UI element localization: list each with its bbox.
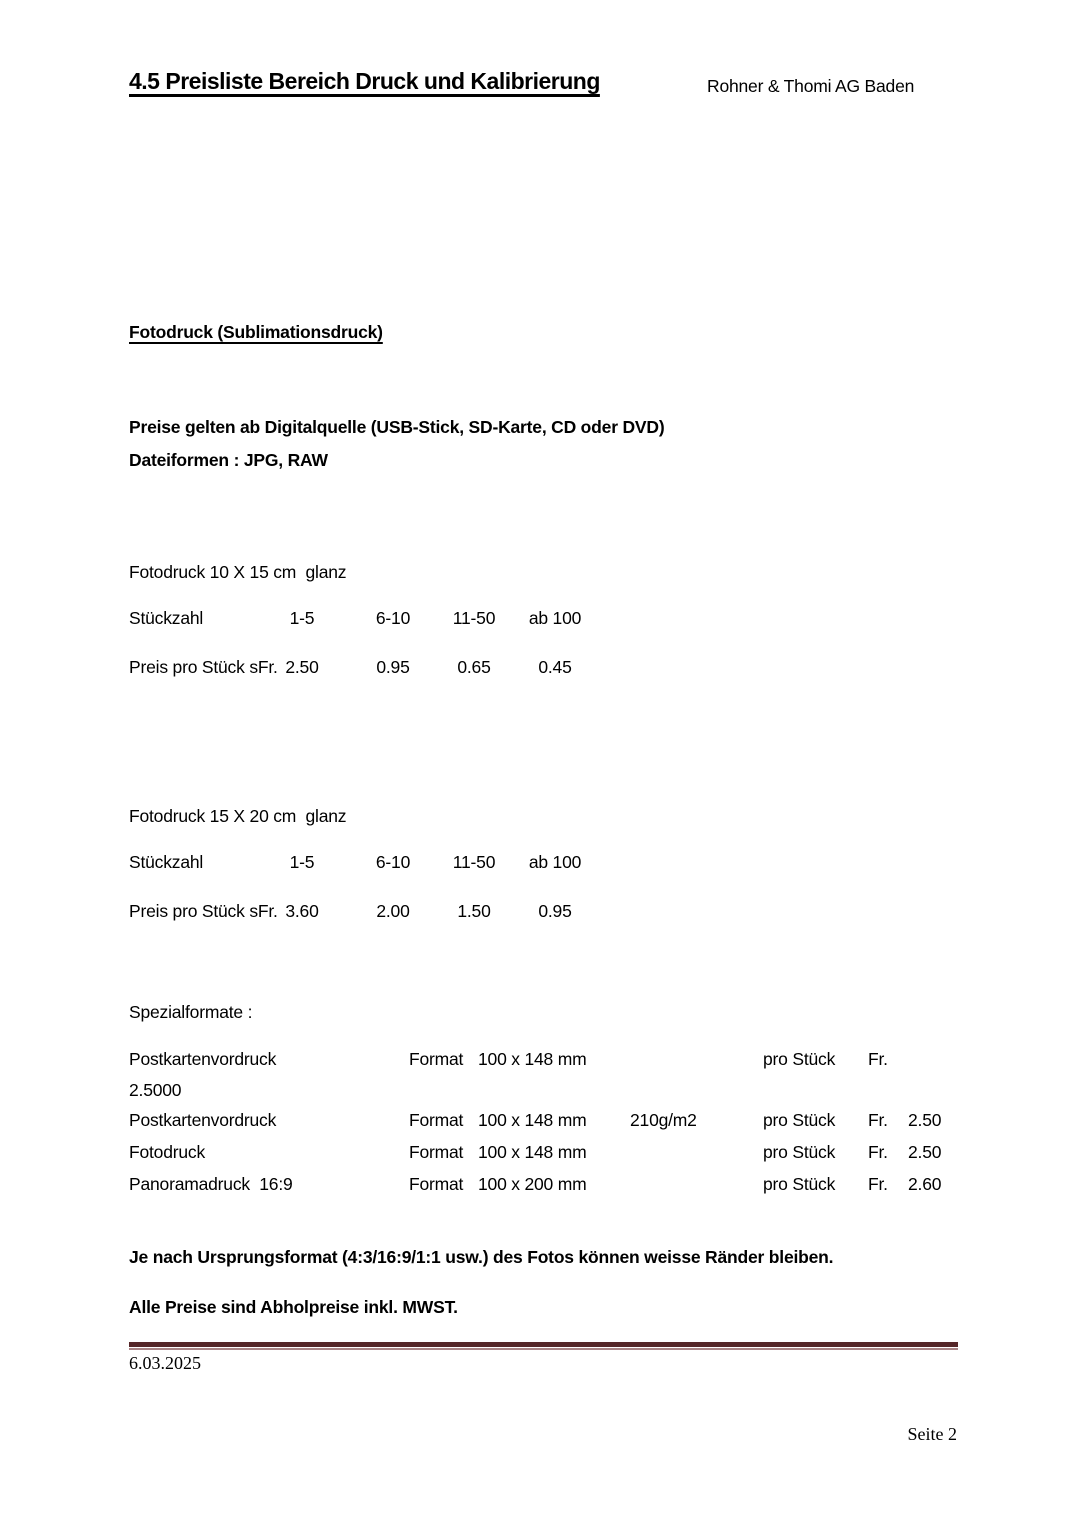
special-row1-currency: Fr. xyxy=(868,1049,888,1069)
table2-price-col-4: 0.95 xyxy=(538,901,572,921)
special-formats-heading: Spezialformate : xyxy=(129,1002,253,1022)
special-row1-per-label: pro Stück xyxy=(763,1049,836,1069)
table1-qty-col-1: 1-5 xyxy=(289,608,315,628)
special-row2-format-label: Format xyxy=(409,1110,464,1130)
table1-qty-label: Stückzahl xyxy=(129,608,204,628)
special-row3-price: 2.50 xyxy=(908,1142,942,1162)
footer-rule xyxy=(129,1342,958,1350)
note-prices-incl-vat: Alle Preise sind Abholpreise inkl. MWST. xyxy=(129,1297,458,1317)
special-row2-name: Postkartenvordruck xyxy=(129,1110,277,1130)
special-row3-name: Fotodruck xyxy=(129,1142,206,1162)
special-row4-price: 2.60 xyxy=(908,1174,942,1194)
special-row2-per-label: pro Stück xyxy=(763,1110,836,1130)
page-title: 4.5 Preisliste Bereich Druck und Kalibrierung xyxy=(129,68,600,94)
note-aspect-ratio: Je nach Ursprungsformat (4:3/16:9/1:1 usw.) des Fotos können weisse Ränder bleiben. xyxy=(129,1247,834,1267)
table2-price-col-2: 2.00 xyxy=(376,901,410,921)
special-row4-name: Panoramadruck 16:9 xyxy=(129,1174,293,1194)
special-row1-format-label: Format xyxy=(409,1049,464,1069)
table2-price-label: Preis pro Stück sFr. xyxy=(129,901,278,921)
special-row1-name: Postkartenvordruck xyxy=(129,1049,277,1069)
footer-rule-thin-line xyxy=(129,1348,958,1350)
company-name: Rohner & Thomi AG Baden xyxy=(707,76,915,96)
special-row2-price: 2.50 xyxy=(908,1110,942,1130)
special-row2-size: 100 x 148 mm xyxy=(478,1110,587,1130)
page-number: Seite 2 xyxy=(907,1424,957,1444)
table1-price-col-4: 0.45 xyxy=(538,657,572,677)
footer-date: 6.03.2025 xyxy=(129,1353,201,1373)
table1-qty-col-3: 11-50 xyxy=(452,608,496,628)
table1-price-col-2: 0.95 xyxy=(376,657,410,677)
special-row1-wrapped-price: 2.5000 xyxy=(129,1080,182,1100)
table1-title: Fotodruck 10 X 15 cm glanz xyxy=(129,562,347,582)
special-row3-per-label: pro Stück xyxy=(763,1142,836,1162)
table2-price-col-1: 3.60 xyxy=(285,901,319,921)
table2-qty-label: Stückzahl xyxy=(129,852,204,872)
special-row1-size: 100 x 148 mm xyxy=(478,1049,587,1069)
table2-qty-col-2: 6-10 xyxy=(375,852,411,872)
special-row2-currency: Fr. xyxy=(868,1110,888,1130)
special-row3-size: 100 x 148 mm xyxy=(478,1142,587,1162)
special-row4-size: 100 x 200 mm xyxy=(478,1174,587,1194)
table1-price-label: Preis pro Stück sFr. xyxy=(129,657,278,677)
table2-qty-col-3: 11-50 xyxy=(452,852,496,872)
special-row4-per-label: pro Stück xyxy=(763,1174,836,1194)
table1-qty-col-4: ab 100 xyxy=(528,608,582,628)
table2-qty-col-1: 1-5 xyxy=(289,852,315,872)
section-heading: Fotodruck (Sublimationsdruck) xyxy=(129,322,383,342)
special-row2-paper-weight: 210g/m2 xyxy=(630,1110,697,1130)
special-row4-currency: Fr. xyxy=(868,1174,888,1194)
table1-qty-col-2: 6-10 xyxy=(375,608,411,628)
intro-line-1: Preise gelten ab Digitalquelle (USB-Stick, SD-Karte, CD oder DVD) xyxy=(129,417,665,437)
intro-line-2: Dateiformen : JPG, RAW xyxy=(129,450,328,470)
table2-qty-col-4: ab 100 xyxy=(528,852,582,872)
special-row3-currency: Fr. xyxy=(868,1142,888,1162)
table1-price-col-3: 0.65 xyxy=(457,657,491,677)
special-row4-format-label: Format xyxy=(409,1174,464,1194)
special-row3-format-label: Format xyxy=(409,1142,464,1162)
table1-price-col-1: 2.50 xyxy=(285,657,319,677)
table2-price-col-3: 1.50 xyxy=(457,901,491,921)
table2-title: Fotodruck 15 X 20 cm glanz xyxy=(129,806,347,826)
